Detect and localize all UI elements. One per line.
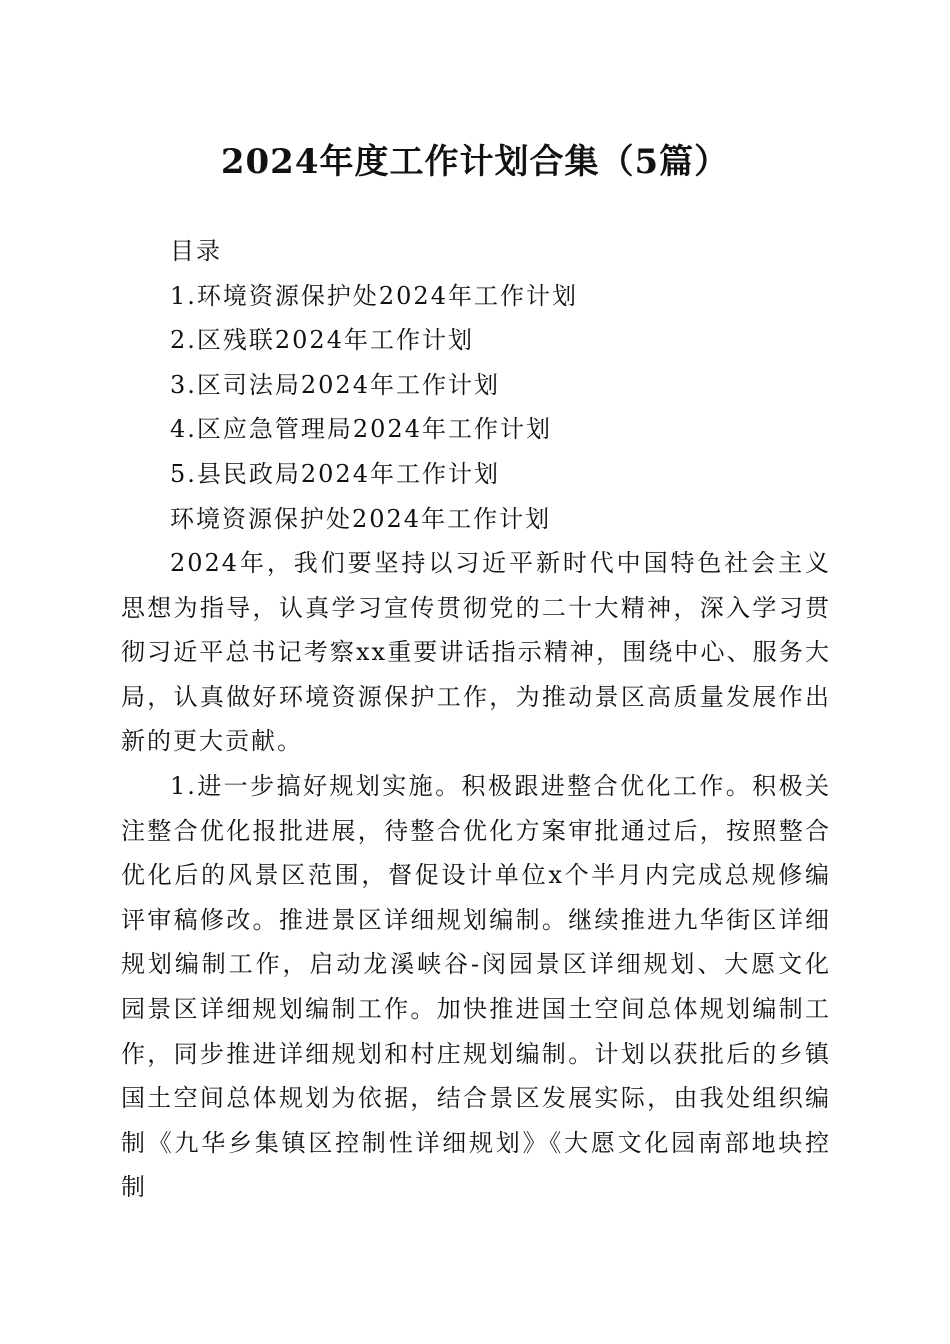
toc-item: 1.环境资源保护处2024年工作计划 <box>170 281 578 310</box>
toc-item: 3.区司法局2024年工作计划 <box>170 370 500 399</box>
body-paragraph: 2024年，我们要坚持以习近平新时代中国特色社会主义思想为指导，认真学习宣传贯彻党的二十大精神，深入学习贯彻习近平总书记考察xx重要讲话指示精神，围绕中心、服务大局，认真做好环境资源保护工作，为推动景区高质量发展作出新的更大贡献。 <box>121 549 831 756</box>
toc-item: 4.区应急管理局2024年工作计划 <box>170 415 552 444</box>
document-title: 2024年度工作计划合集（5篇） <box>220 142 730 182</box>
table-of-contents <box>170 229 870 541</box>
section-title: 环境资源保护处2024年工作计划 <box>170 504 552 533</box>
toc-item: 2.区残联2024年工作计划 <box>170 326 474 355</box>
body-paragraph: 1.进一步搞好规划实施。积极跟进整合优化工作。积极关注整合优化报批进展，待整合优化方案审批通过后，按照整合优化后的风景区范围，督促设计单位x个半月内完成总规修编评审稿修改。推进景区详细规划编制。继续推进九华街区详细规划编制工作，启动龙溪峡谷-闵园景区详细规划、大愿文化园景区详细规划编制工作。加快推进国土空间总体规划编制工作，同步推进详细规划和村庄规划编制。计划以获批后的乡镇国土空间总体规划为依据，结合景区发展实际，由我处组织编制《九华乡集镇区控制性详细规划》《大愿文化园南部地块控制 <box>121 771 831 1202</box>
toc-heading: 目录 <box>170 237 222 265</box>
toc-item: 5.县民政局2024年工作计划 <box>170 459 500 488</box>
document-body <box>121 541 831 1210</box>
